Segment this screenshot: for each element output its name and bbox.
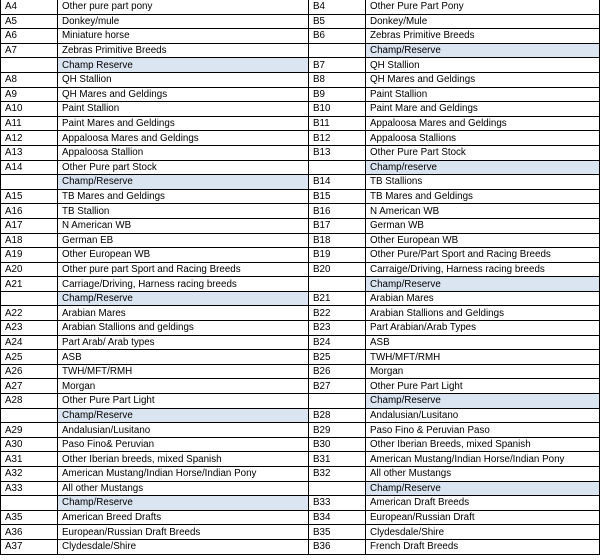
division-a-class-name: Paso Fino& Peruvian: [58, 437, 309, 452]
division-b-class-name: Other European WB: [366, 233, 600, 248]
division-a-class-code: A16: [1, 204, 58, 219]
division-a-class-name: All other Mustangs: [58, 481, 309, 496]
division-b-class-name: Donkey/Mule: [366, 14, 600, 29]
division-a-class-name: Andalusian/Lusitano: [58, 423, 309, 438]
table-row: [1, 189, 600, 204]
division-a-class-name: Arabian Mares: [58, 306, 309, 321]
table-row: [1, 72, 600, 87]
division-a-class-name: Paint Mares and Geldings: [58, 116, 309, 131]
division-b-class-name: Other Pure/Part Sport and Racing Breeds: [366, 248, 600, 263]
division-b-class-name: Clydesdale/Shire: [366, 525, 600, 540]
division-b-class-code: B7: [309, 58, 366, 73]
table-row: [1, 145, 600, 160]
division-b-class-code: B21: [309, 291, 366, 306]
division-a-class-name: Other Iberian breeds, mixed Spanish: [58, 452, 309, 467]
division-a-class-code: A28: [1, 394, 58, 409]
division-b-class-code: B15: [309, 189, 366, 204]
division-b-class-name: ASB: [366, 335, 600, 350]
division-a-class-code: [1, 58, 58, 73]
table-row: [1, 131, 600, 146]
division-b-class-name: All other Mustangs: [366, 467, 600, 482]
division-b-class-code: B12: [309, 131, 366, 146]
division-b-class-code: B23: [309, 321, 366, 336]
division-a-class-name: American Mustang/Indian Horse/Indian Pony: [58, 467, 309, 482]
division-b-class-name: QH Mares and Geldings: [366, 72, 600, 87]
table-row: [1, 248, 600, 263]
division-a-class-code: A17: [1, 218, 58, 233]
division-a-class-code: A7: [1, 43, 58, 58]
division-a-class-code: A5: [1, 14, 58, 29]
division-a-class-code: A6: [1, 29, 58, 44]
division-b-class-name: TB Mares and Geldings: [366, 189, 600, 204]
table-row: [1, 0, 600, 14]
division-a-class-name: European/Russian Draft Breeds: [58, 525, 309, 540]
division-a-class-name: Other pure part pony: [58, 0, 309, 14]
division-a-class-code: A19: [1, 248, 58, 263]
division-b-class-code: B22: [309, 306, 366, 321]
division-a-class-name: Paint Stallion: [58, 102, 309, 117]
division-a-class-name: TWH/MFT/RMH: [58, 364, 309, 379]
table-row: [1, 452, 600, 467]
division-a-class-name: Arabian Stallions and geldings: [58, 321, 309, 336]
division-a-class-code: A10: [1, 102, 58, 117]
division-b-class-name: Appaloosa Mares and Geldings: [366, 116, 600, 131]
division-b-class-name: American Draft Breeds: [366, 496, 600, 511]
division-b-class-code: B11: [309, 116, 366, 131]
division-a-class-name: Champ/Reserve: [58, 496, 309, 511]
table-row: [1, 14, 600, 29]
division-b-class-name: Champ/Reserve: [366, 277, 600, 292]
table-row: [1, 43, 600, 58]
division-b-class-code: B32: [309, 467, 366, 482]
division-a-class-code: A24: [1, 335, 58, 350]
division-b-class-code: B31: [309, 452, 366, 467]
division-a-class-name: Other Pure part Stock: [58, 160, 309, 175]
division-a-class-code: A25: [1, 350, 58, 365]
division-a-class-name: German EB: [58, 233, 309, 248]
division-a-class-code: A36: [1, 525, 58, 540]
division-b-class-name: Paso Fino & Peruvian Paso: [366, 423, 600, 438]
division-b-class-name: Arabian Mares: [366, 291, 600, 306]
division-b-class-name: Champ/Reserve: [366, 43, 600, 58]
division-b-class-code: B20: [309, 262, 366, 277]
table-row: [1, 379, 600, 394]
table-row: [1, 218, 600, 233]
table-row: [1, 160, 600, 175]
table-row: [1, 262, 600, 277]
table-row: [1, 321, 600, 336]
table-row: [1, 58, 600, 73]
division-b-class-code: B30: [309, 437, 366, 452]
division-b-class-name: Part Arabian/Arab Types: [366, 321, 600, 336]
division-a-class-code: A8: [1, 72, 58, 87]
table-row: [1, 408, 600, 423]
division-b-class-name: Champ/Reserve: [366, 394, 600, 409]
table-row: [1, 364, 600, 379]
division-b-class-name: Other Iberian Breeds, mixed Spanish: [366, 437, 600, 452]
division-a-class-name: Zebras Primitive Breeds: [58, 43, 309, 58]
division-a-class-name: QH Stallion: [58, 72, 309, 87]
division-a-class-name: Champ/Reserve: [58, 175, 309, 190]
division-a-class-name: Appaloosa Mares and Geldings: [58, 131, 309, 146]
division-b-class-name: Champ/reserve: [366, 160, 600, 175]
division-a-class-name: Morgan: [58, 379, 309, 394]
division-a-class-code: A9: [1, 87, 58, 102]
table-row: [1, 306, 600, 321]
division-b-class-name: QH Stallion: [366, 58, 600, 73]
division-a-class-name: Miniature horse: [58, 29, 309, 44]
division-a-class-name: Other Pure Part Light: [58, 394, 309, 409]
division-b-class-code: B26: [309, 364, 366, 379]
division-a-class-name: Appaloosa Stallion: [58, 145, 309, 160]
table-row: [1, 437, 600, 452]
division-a-class-code: A22: [1, 306, 58, 321]
table-row: [1, 350, 600, 365]
division-b-class-name: TB Stallions: [366, 175, 600, 190]
division-b-class-name: Arabian Stallions and Geldings: [366, 306, 600, 321]
division-a-class-code: A4: [1, 0, 58, 14]
division-b-class-name: Other Pure Part Light: [366, 379, 600, 394]
division-b-class-code: B17: [309, 218, 366, 233]
table-row: [1, 423, 600, 438]
table-row: [1, 335, 600, 350]
division-a-class-code: [1, 291, 58, 306]
division-b-class-code: [309, 43, 366, 58]
division-b-class-code: [309, 481, 366, 496]
division-a-class-name: Donkey/mule: [58, 14, 309, 29]
table-row: [1, 291, 600, 306]
division-a-class-code: [1, 408, 58, 423]
division-b-class-code: [309, 394, 366, 409]
division-a-class-code: A35: [1, 510, 58, 525]
division-a-class-code: A15: [1, 189, 58, 204]
division-b-class-name: Other Pure Part Stock: [366, 145, 600, 160]
table-row: [1, 467, 600, 482]
division-b-class-code: B5: [309, 14, 366, 29]
table-row: [1, 277, 600, 292]
division-b-class-name: German WB: [366, 218, 600, 233]
division-b-class-name: Andalusian/Lusitano: [366, 408, 600, 423]
division-b-class-name: Champ/Reserve: [366, 481, 600, 496]
table-row: [1, 539, 600, 554]
table-row: [1, 29, 600, 44]
division-a-class-name: TB Mares and Geldings: [58, 189, 309, 204]
division-b-class-code: B27: [309, 379, 366, 394]
division-b-class-name: Paint Mare and Geldings: [366, 102, 600, 117]
division-b-class-name: Other Pure Part Pony: [366, 0, 600, 14]
division-a-class-code: A26: [1, 364, 58, 379]
division-a-class-name: N American WB: [58, 218, 309, 233]
division-b-class-code: B33: [309, 496, 366, 511]
division-a-class-code: A18: [1, 233, 58, 248]
division-b-class-name: Carraige/Driving, Harness racing breeds: [366, 262, 600, 277]
division-a-class-name: Champ Reserve: [58, 58, 309, 73]
division-b-class-code: B14: [309, 175, 366, 190]
class-schedule-body: [1, 0, 600, 554]
table-row: [1, 102, 600, 117]
division-b-class-code: B13: [309, 145, 366, 160]
division-a-class-name: Part Arab/ Arab types: [58, 335, 309, 350]
division-b-class-code: B8: [309, 72, 366, 87]
division-b-class-name: Appaloosa Stallions: [366, 131, 600, 146]
division-a-class-name: Other pure part Sport and Racing Breeds: [58, 262, 309, 277]
division-a-class-name: ASB: [58, 350, 309, 365]
division-b-class-name: French Draft Breeds: [366, 539, 600, 554]
division-b-class-code: B35: [309, 525, 366, 540]
table-row: [1, 233, 600, 248]
division-a-class-name: QH Mares and Geldings: [58, 87, 309, 102]
division-b-class-code: B9: [309, 87, 366, 102]
table-row: [1, 525, 600, 540]
division-a-class-name: Champ/Reserve: [58, 291, 309, 306]
division-b-class-name: Zebras Primitive Breeds: [366, 29, 600, 44]
division-b-class-code: B24: [309, 335, 366, 350]
division-a-class-code: A33: [1, 481, 58, 496]
division-a-class-code: A14: [1, 160, 58, 175]
table-row: [1, 175, 600, 190]
division-b-class-name: European/Russian Draft: [366, 510, 600, 525]
division-b-class-code: B28: [309, 408, 366, 423]
division-a-class-code: A20: [1, 262, 58, 277]
division-a-class-code: A13: [1, 145, 58, 160]
table-row: [1, 204, 600, 219]
division-a-class-name: American Breed Drafts: [58, 510, 309, 525]
division-a-class-name: Champ/Reserve: [58, 408, 309, 423]
division-b-class-code: B4: [309, 0, 366, 14]
division-a-class-name: Clydesdale/Shire: [58, 539, 309, 554]
division-b-class-code: B34: [309, 510, 366, 525]
division-a-class-code: A12: [1, 131, 58, 146]
division-a-class-name: Carriage/Driving, Harness racing breeds: [58, 277, 309, 292]
division-b-class-code: B29: [309, 423, 366, 438]
division-b-class-name: Morgan: [366, 364, 600, 379]
table-row: [1, 496, 600, 511]
division-a-class-name: Other European WB: [58, 248, 309, 263]
division-b-class-code: B10: [309, 102, 366, 117]
division-a-class-code: [1, 175, 58, 190]
division-b-class-name: TWH/MFT/RMH: [366, 350, 600, 365]
table-row: [1, 394, 600, 409]
division-b-class-code: B36: [309, 539, 366, 554]
division-a-class-code: [1, 496, 58, 511]
division-a-class-code: A27: [1, 379, 58, 394]
table-row: [1, 481, 600, 496]
division-a-class-code: A29: [1, 423, 58, 438]
division-b-class-code: B25: [309, 350, 366, 365]
division-a-class-code: A37: [1, 539, 58, 554]
division-b-class-name: Paint Stallion: [366, 87, 600, 102]
division-b-class-code: B19: [309, 248, 366, 263]
division-b-class-code: B6: [309, 29, 366, 44]
table-row: [1, 116, 600, 131]
division-a-class-code: A31: [1, 452, 58, 467]
division-b-class-name: N American WB: [366, 204, 600, 219]
division-a-class-code: A23: [1, 321, 58, 336]
division-b-class-name: American Mustang/Indian Horse/Indian Pony: [366, 452, 600, 467]
division-a-class-code: A21: [1, 277, 58, 292]
division-a-class-name: TB Stallion: [58, 204, 309, 219]
division-a-class-code: A30: [1, 437, 58, 452]
division-a-class-code: A11: [1, 116, 58, 131]
table-row: [1, 510, 600, 525]
division-b-class-code: B16: [309, 204, 366, 219]
division-b-class-code: [309, 160, 366, 175]
table-row: [1, 87, 600, 102]
division-a-class-code: A32: [1, 467, 58, 482]
division-b-class-code: B18: [309, 233, 366, 248]
division-b-class-code: [309, 277, 366, 292]
